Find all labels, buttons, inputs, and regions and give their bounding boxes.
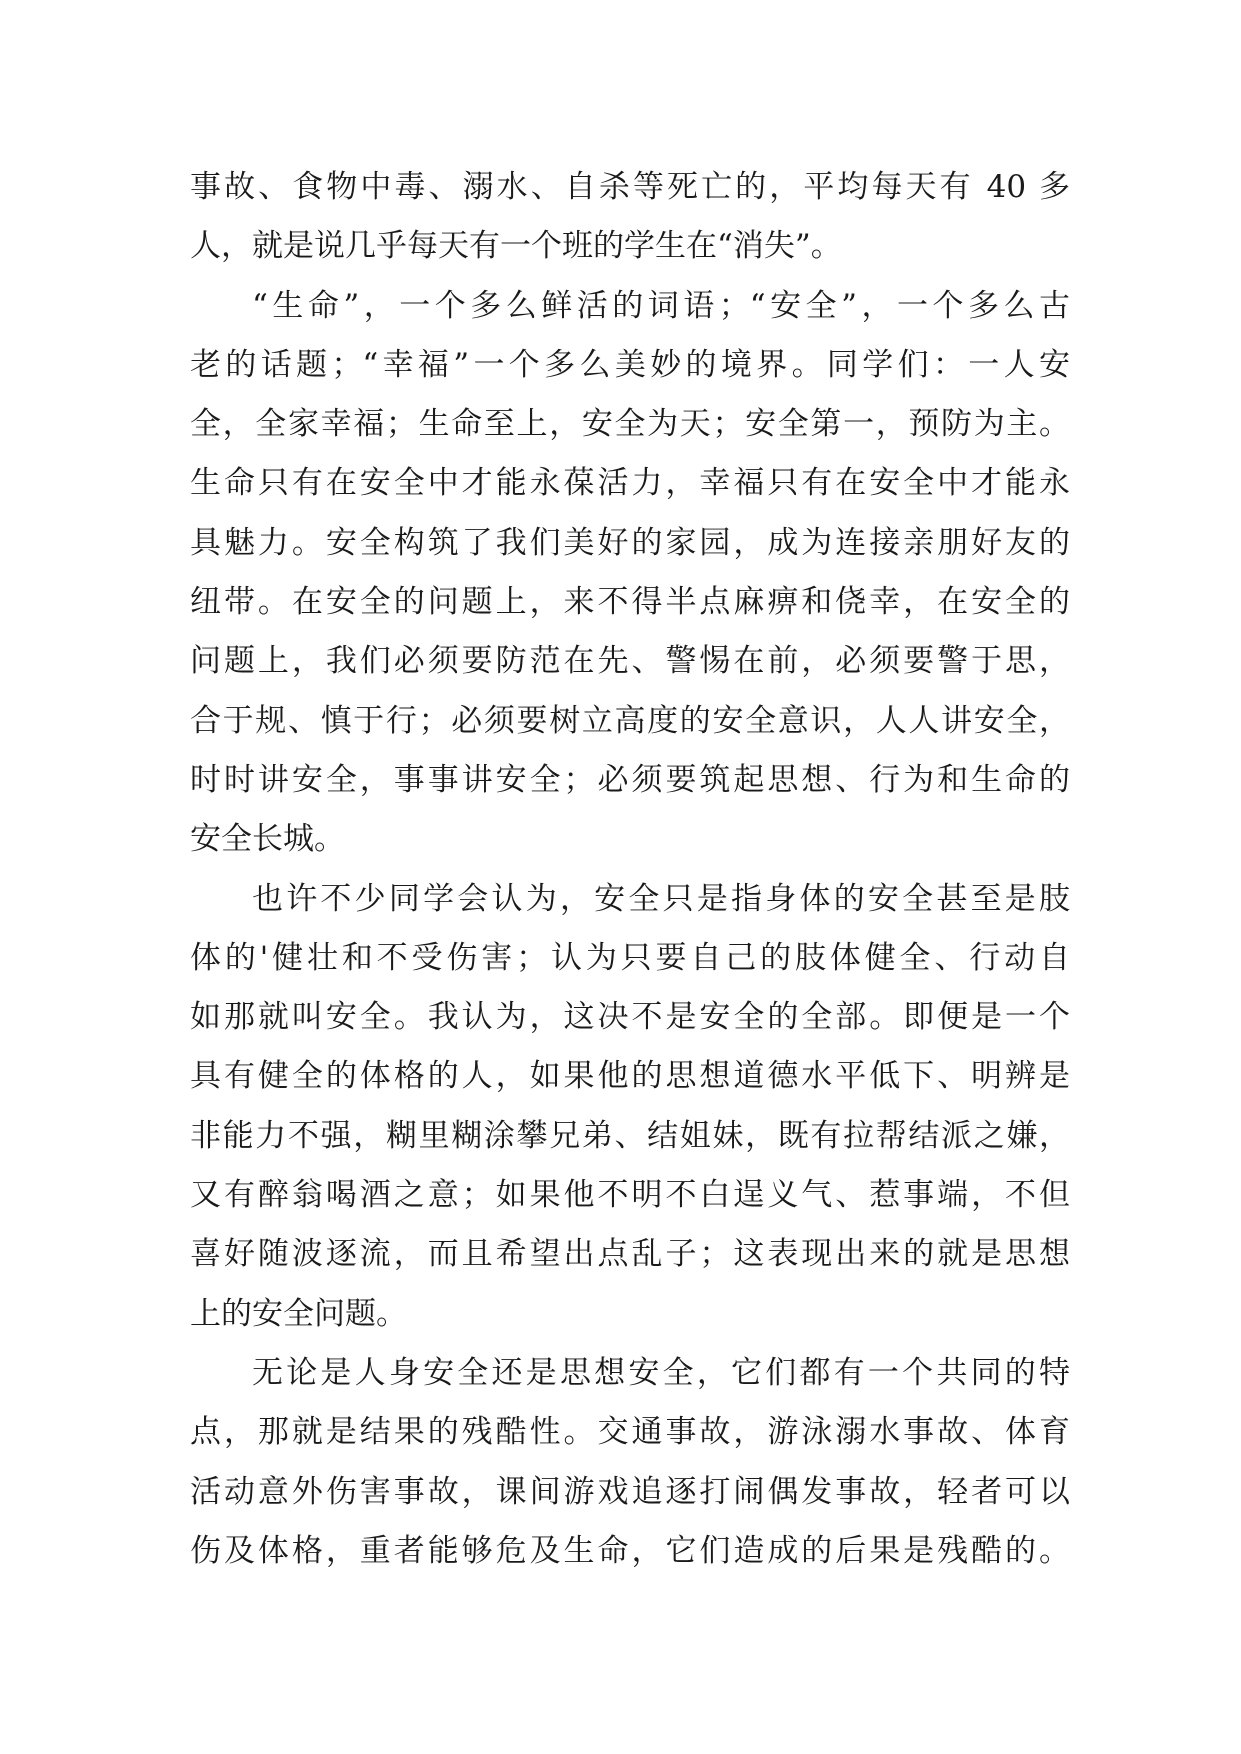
text-line: 具魅力。安全构筑了我们美好的家园，成为连接亲朋好友的 xyxy=(190,524,1070,561)
text-line: 无论是人身安全还是思想安全，它们都有一个共同的特 xyxy=(252,1354,1070,1391)
text-line: 时时讲安全，事事讲安全；必须要筑起思想、行为和生命的 xyxy=(190,761,1070,798)
text-line: 人，就是说几乎每天有一个班的学生在“消失”。 xyxy=(190,228,842,265)
text-line: 问题上，我们必须要防范在先、警惕在前，必须要警于思， xyxy=(190,643,1070,680)
text-line: 纽带。在安全的问题上，来不得半点麻痹和侥幸，在安全的 xyxy=(190,584,1070,621)
text-line: 事故、食物中毒、溺水、自杀等死亡的，平均每天有 40 多 xyxy=(190,169,1070,205)
text-line: “生命”，一个多么鲜活的词语；“安全”，一个多么古 xyxy=(252,287,1070,324)
body-text xyxy=(190,158,1070,1581)
text-line: 合于规、慎于行；必须要树立高度的安全意识，人人讲安全， xyxy=(190,702,1070,739)
text-line: 体的'健壮和不受伤害；认为只要自己的肢体健全、行动自 xyxy=(190,939,1070,976)
text-line: 上的安全问题。 xyxy=(190,1295,407,1332)
text-line: 老的话题；“幸福”一个多么美妙的境界。同学们：一人安 xyxy=(190,346,1070,383)
text-line: 也许不少同学会认为，安全只是指身体的安全甚至是肢 xyxy=(252,880,1070,917)
text-line: 全，全家幸福；生命至上，安全为天；安全第一，预防为主。 xyxy=(190,406,1070,443)
text-line: 又有醉翁喝酒之意；如果他不明不白逞义气、惹事端，不但 xyxy=(190,1177,1070,1214)
text-line: 非能力不强，糊里糊涂攀兄弟、结姐妹，既有拉帮结派之嫌， xyxy=(190,1117,1070,1154)
text-line: 安全长城。 xyxy=(190,821,345,858)
text-line: 生命只有在安全中才能永葆活力，幸福只有在安全中才能永 xyxy=(190,465,1070,502)
text-line: 点，那就是结果的残酷性。交通事故，游泳溺水事故、体育 xyxy=(190,1414,1070,1451)
text-line: 喜好随波逐流，而且希望出点乱子；这表现出来的就是思想 xyxy=(190,1236,1070,1273)
text-line: 具有健全的体格的人，如果他的思想道德水平低下、明辨是 xyxy=(190,1058,1070,1095)
text-line: 伤及体格，重者能够危及生命，它们造成的后果是残酷的。 xyxy=(190,1532,1070,1569)
text-line: 活动意外伤害事故，课间游戏追逐打闹偶发事故，轻者可以 xyxy=(190,1473,1070,1510)
text-line: 如那就叫安全。我认为，这决不是安全的全部。即便是一个 xyxy=(190,999,1070,1036)
